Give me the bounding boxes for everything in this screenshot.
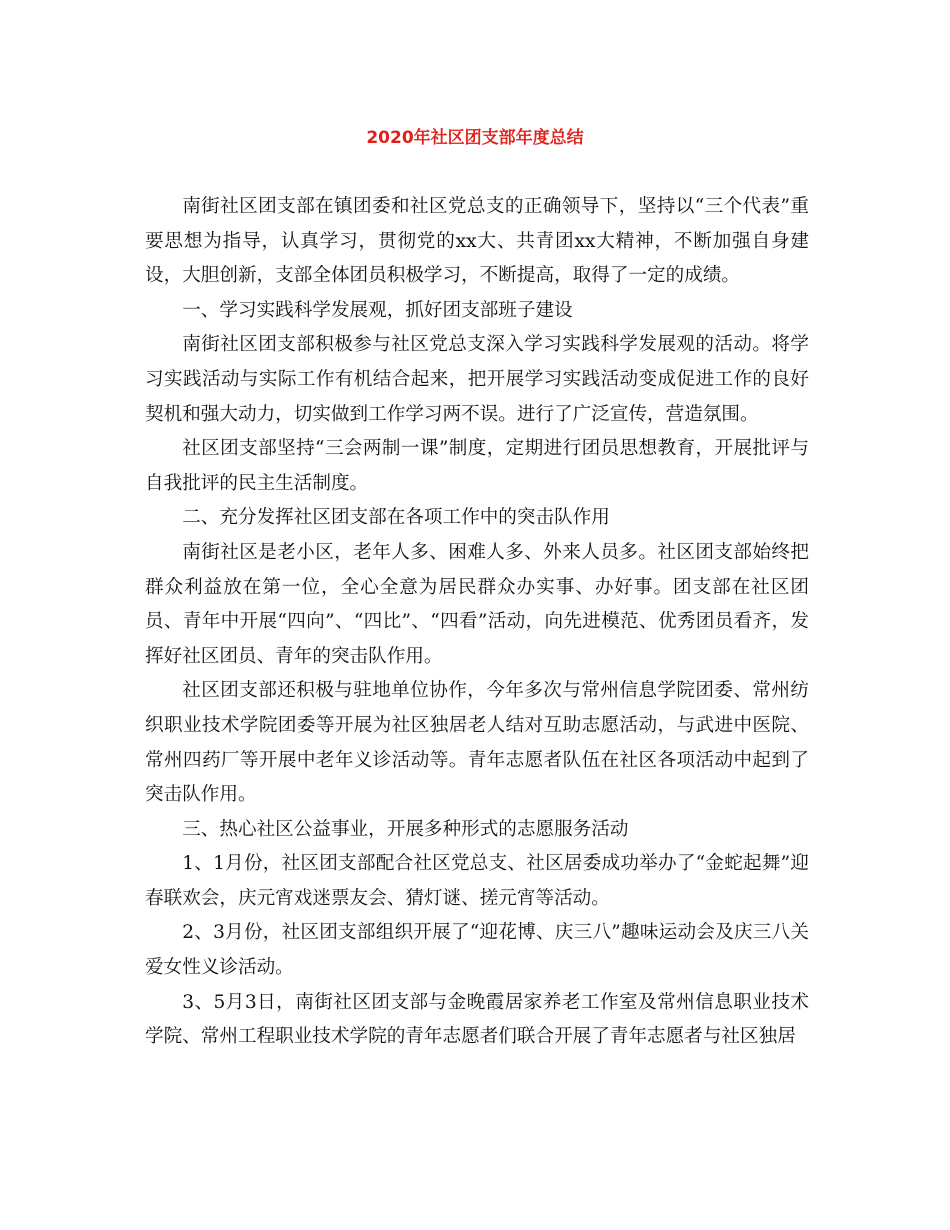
paragraph-three-meetings: 社区团支部坚持“三会两制一课”制度，定期进行团员思想教育，开展批评与自我批评的民主生活制度。 [145,438,809,494]
section-heading-2: 二、充分发挥社区团支部在各项工作中的突击队作用 [182,507,610,529]
document-body [145,190,809,1055]
paragraph-study-practice: 南街社区团支部积极参与社区党总支深入学习实践科学发展观的活动。将学习实践活动与实际工作有机结合起来，把开展学习实践活动变成促进工作的良好契机和强大动力，切实做到工作学习两不误。进行了广泛宣传，营造氛围。 [145,334,809,425]
list-item-march: 2、3月份，社区团支部组织开展了“迎花博、庆三八”趣味运动会及庆三八关爱女性义诊活动。 [145,922,809,979]
paragraph-cooperation: 社区团支部还积极与驻地单位协作，今年多次与常州信息学院团委、常州纺织职业技术学院团委等开展为社区独居老人结对互助志愿活动，与武进中医院、常州四药厂等开展中老年义诊活动等。青年志愿者队伍在社区各项活动中起到了突击队作用。 [145,680,809,806]
paragraph-intro: 南街社区团支部在镇团委和社区党总支的正确领导下，坚持以“三个代表”重要思想为指导，认真学习，贯彻党的xx大、共青团xx大精神，不断加强自身建设，大胆创新，支部全体团员积极学习，不断提高，取得了一定的成绩。 [145,196,809,287]
document-title: 2020年社区团支部年度总结 [366,128,584,148]
section-heading-3: 三、热心社区公益事业，开展多种形式的志愿服务活动 [182,818,629,840]
section-heading-1: 一、学习实践科学发展观，抓好团支部班子建设 [182,299,573,321]
list-item-may: 3、5月3日，南街社区团支部与金晚霞居家养老工作室及常州信息职业技术学院、常州工程职业技术学院的青年志愿者们联合开展了青年志愿者与社区独居 [145,991,809,1048]
paragraph-community-service: 南街社区是老小区，老年人多、困难人多、外来人员多。社区团支部始终把群众利益放在第一位，全心全意为居民群众办实事、办好事。团支部在社区团员、青年中开展“四向”、“四比”、“四看”活动，向先进模范、优秀团员看齐，发挥好社区团员、青年的突击队作用。 [145,541,809,667]
list-item-january: 1、1月份，社区团支部配合社区党总支、社区居委成功举办了“金蛇起舞”迎春联欢会，庆元宵戏迷票友会、猜灯谜、搓元宵等活动。 [145,853,809,909]
